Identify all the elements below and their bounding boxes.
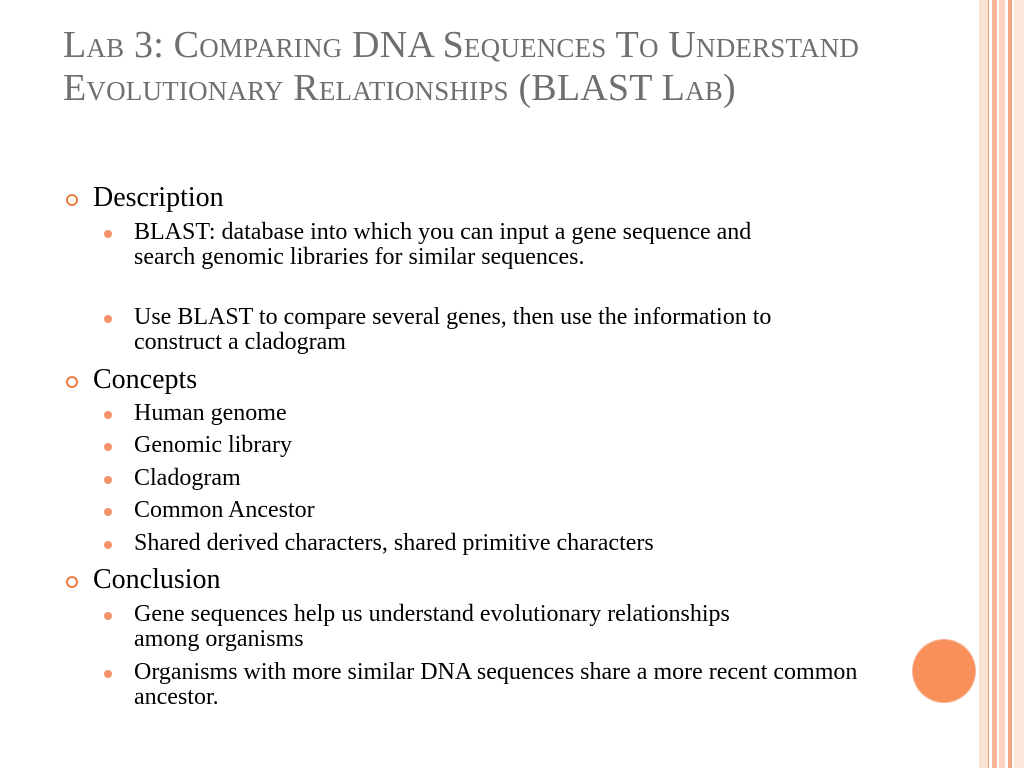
section-heading: Conclusion xyxy=(93,564,221,595)
decorative-stripe xyxy=(979,0,988,768)
decorative-stripe xyxy=(992,0,997,768)
list-item-text: Organisms with more similar DNA sequences share a more recent common ancestor. xyxy=(134,659,858,710)
section-heading: Concepts xyxy=(93,364,198,395)
decorative-stripe xyxy=(1008,0,1012,768)
decorative-stripe xyxy=(999,0,1005,768)
list-item-text: Use BLAST to compare several genes, then use the information to construct a cladogram xyxy=(134,304,772,355)
dot-bullet-icon xyxy=(104,541,112,549)
dot-bullet-icon xyxy=(104,612,112,620)
section-heading: Description xyxy=(93,182,224,213)
dot-bullet-icon xyxy=(104,230,112,238)
list-item-text: Common Ancestor xyxy=(134,497,315,523)
circle-bullet-icon xyxy=(66,376,78,388)
list-item-text: Shared derived characters, shared primitive characters xyxy=(134,530,654,556)
decorative-stripe xyxy=(988,0,989,768)
dot-bullet-icon xyxy=(104,443,112,451)
dot-bullet-icon xyxy=(104,411,112,419)
list-item-text: Genomic library xyxy=(134,432,292,458)
slide-title: Lab 3: Comparing DNA Sequences To Understand Evolutionary Relationships (BLAST Lab) xyxy=(63,24,860,109)
circle-bullet-icon xyxy=(66,194,78,206)
decorative-circle xyxy=(913,640,975,702)
decorative-stripe xyxy=(1014,0,1024,768)
list-item-text: Cladogram xyxy=(134,465,241,491)
circle-bullet-icon xyxy=(66,576,78,588)
list-item-text: Human genome xyxy=(134,400,287,426)
list-item-text: Gene sequences help us understand evolutionary relationships among organisms xyxy=(134,601,730,652)
list-item-text: BLAST: database into which you can input a gene sequence and search genomic libraries for similar sequences. xyxy=(134,219,752,270)
dot-bullet-icon xyxy=(104,670,112,678)
dot-bullet-icon xyxy=(104,315,112,323)
dot-bullet-icon xyxy=(104,476,112,484)
dot-bullet-icon xyxy=(104,508,112,516)
